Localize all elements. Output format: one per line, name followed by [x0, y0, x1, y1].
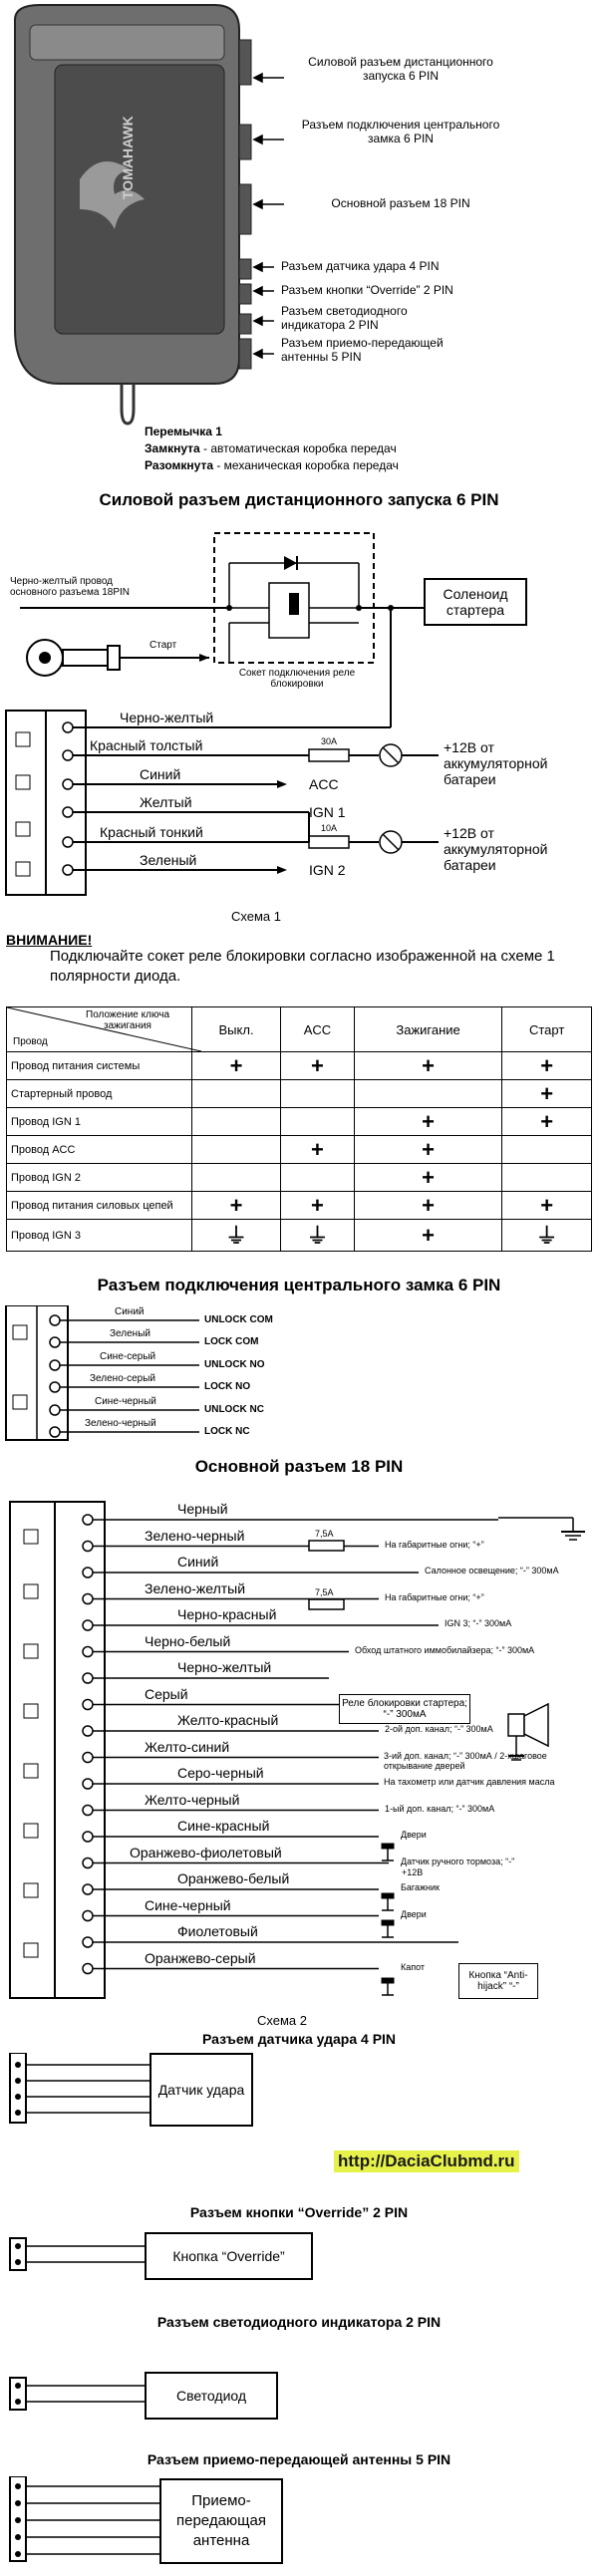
table-cell: + [354, 1136, 501, 1164]
main18-wire-desc: 1-ый доп. канал; “-” 300мА [385, 1803, 495, 1814]
pin-1 [83, 1515, 93, 1525]
label-lock-connector: Разъем подключения центрального замка 6 PIN [301, 118, 500, 145]
col-ignition: Зажигание [354, 1007, 501, 1052]
pin-6 [83, 1647, 93, 1657]
unit-brand: TOMAHAWK [120, 116, 136, 199]
table-cell [281, 1108, 355, 1136]
anti-hijack-box: Кнопка “Anti-hijack” “-” [458, 1963, 538, 1999]
table-row [7, 1108, 592, 1136]
pin-8 [83, 1700, 93, 1710]
main18-fuse-1: 7,5A [315, 1529, 334, 1539]
main18-wire-color: Желто-черный [145, 1791, 240, 1808]
main18-wire-color: Оранжево-фиолетовый [130, 1844, 282, 1860]
main18-wire-color: Зелено-желтый [145, 1579, 246, 1596]
antenna-box: Приемо-передающая антенна [159, 2478, 283, 2564]
table-row [7, 1220, 592, 1252]
table-cell [354, 1080, 501, 1108]
main18-wire-desc: Капот [401, 1961, 426, 1972]
table-corner [7, 1007, 192, 1052]
label-shock-connector: Разъем датчика удара 4 PIN [281, 259, 440, 273]
fuse-30a: 30A [321, 736, 338, 746]
main18-wire-color: Оранжево-белый [177, 1870, 290, 1886]
label-override-connector: Разъем кнопки “Override” 2 PIN [281, 283, 453, 297]
lock-wire-5-func: UNLOCK NC [204, 1404, 264, 1415]
battery-label-2: +12В от аккумуляторной батареи [444, 825, 548, 873]
pin-4 [83, 1594, 93, 1604]
lock-wire-1-func: UNLOCK COM [204, 1314, 273, 1325]
table-cell: ⏚ [192, 1220, 281, 1252]
scheme1-wire-3: Синий [140, 766, 181, 782]
relay-box: Реле блокировки стартера; “-” 300мА [339, 1694, 470, 1724]
override-title: Разъем кнопки “Override” 2 PIN [189, 2204, 409, 2220]
scheme1-start-label: Старт [150, 640, 177, 651]
scheme1-ign2: IGN 2 [309, 862, 346, 878]
scheme1-wire-4: Желтый [140, 794, 192, 810]
led-box: Светодиод [145, 2372, 278, 2420]
jumper-open-text: - механическая коробка передач [213, 458, 399, 472]
main18-wire-color: Черно-белый [145, 1632, 231, 1649]
table-cell: + [281, 1136, 355, 1164]
lock-wire-3-func: UNLOCK NO [204, 1359, 265, 1370]
led-connector-drawing [0, 2370, 598, 2420]
col-start: Старт [502, 1007, 592, 1052]
pin-9 [83, 1726, 93, 1736]
main18-wire-color: Черно-желтый [177, 1659, 272, 1675]
col-acc: ACC [281, 1007, 355, 1052]
pin-14 [83, 1859, 93, 1868]
label-antenna-connector: Разъем приемо-передающей антенны 5 PIN [281, 336, 444, 364]
table-row [7, 1080, 592, 1108]
led-title: Разъем светодиодного индикатора 2 PIN [156, 2314, 442, 2330]
table-cell [502, 1136, 592, 1164]
shock-connector-drawing [0, 2053, 598, 2133]
scheme1-ign1: IGN 1 [309, 804, 346, 820]
pin-2 [83, 1542, 93, 1552]
scheme1-acc: ACC [309, 776, 339, 792]
warning-title: ВНИМАНИЕ! [6, 932, 93, 948]
pin-17 [83, 1937, 93, 1947]
main18-wire-desc: Багажник [401, 1882, 440, 1892]
main18-wire-color: Черно-красный [177, 1606, 277, 1622]
lock-wire-3-color: Сине-серый [100, 1351, 156, 1362]
warning-text: Подключайте сокет реле блокировки согласно изображенной на схеме 1 полярности диода. [50, 948, 555, 985]
main18-wire-color: Сине-черный [145, 1896, 231, 1913]
main18-wire-desc: Обход штатного иммобилайзера; “-” 300мА [355, 1644, 535, 1655]
pin-5 [83, 1620, 93, 1630]
row-name: Стартерный провод [7, 1080, 192, 1108]
main18-wire-color: Фиолетовый [177, 1923, 258, 1939]
pin-12 [83, 1806, 93, 1816]
shock-sensor-box: Датчик удара [150, 2053, 253, 2127]
main18-wire-desc: Двери [401, 1830, 427, 1840]
fuse-10a: 10A [321, 823, 338, 833]
table-row [7, 1192, 592, 1220]
row-name: Провод питания системы [7, 1052, 192, 1080]
pin-10 [83, 1753, 93, 1763]
table-row [7, 1052, 592, 1080]
main18-wire-color: Черный [177, 1501, 228, 1517]
main18-wire-color: Оранжево-серый [145, 1949, 256, 1966]
row-name: Провод питания силовых цепей [7, 1192, 192, 1220]
scheme2-caption: Схема 2 [257, 2013, 307, 2028]
pin-13 [83, 1832, 93, 1842]
main18-wire-desc: На тахометр или датчик давления масла [384, 1777, 555, 1787]
jumper-closed-label: Замкнута [145, 441, 200, 455]
pin-3 [83, 1568, 93, 1577]
label-power-connector: Силовой разъем дистанционного запуска 6 PIN [308, 55, 493, 83]
lock-wire-5-color: Сине-черный [95, 1396, 156, 1407]
pin-18 [83, 1964, 93, 1974]
jumper-legend [145, 424, 399, 474]
jumper-closed-text: - автоматическая коробка передач [199, 441, 397, 455]
table-cell: + [192, 1052, 281, 1080]
main18-wire-desc: На габаритные огни; “+” [385, 1591, 484, 1602]
main18-wire-desc: 3-ий доп. канал; “-” 300мА / 2-хшаговое открывание дверей [384, 1750, 547, 1771]
main18-wire-desc: 2-ой доп. канал; “-” 300мА [385, 1724, 493, 1734]
table-cell: + [354, 1108, 501, 1136]
lock-wire-2-func: LOCK COM [204, 1336, 259, 1347]
row-name: Провод IGN 1 [7, 1108, 192, 1136]
battery-label-1: +12В от аккумуляторной батареи [444, 739, 548, 787]
scheme1-ign-wire-label: Черно-желтый провод основного разъема 18PIN [10, 576, 131, 598]
main18-wire-desc: Двери [401, 1908, 427, 1919]
table-cell: + [502, 1192, 592, 1220]
jumper-title: Перемычка 1 [145, 425, 222, 438]
main18-wire-desc: Датчик ручного тормоза; “-” [401, 1856, 515, 1866]
table-cell: + [502, 1108, 592, 1136]
table-cell: ⏚ [281, 1220, 355, 1252]
solenoid-box: Соленоид стартера [424, 578, 527, 626]
lock-wire-4-func: LOCK NO [204, 1381, 251, 1392]
main18-wire-color: Зелено-черный [145, 1527, 245, 1544]
pin-7 [83, 1673, 93, 1683]
row-name: Провод IGN 2 [7, 1164, 192, 1192]
table-cell: + [502, 1080, 592, 1108]
pin-11 [83, 1779, 93, 1789]
main18-wire-desc: Салонное освещение; “-” 300мА [425, 1566, 559, 1575]
antenna-connector-drawing [0, 2476, 598, 2576]
lock-wire-2-color: Зеленый [110, 1328, 150, 1339]
pin-16 [83, 1911, 93, 1921]
lock-wire-1-color: Синий [115, 1306, 145, 1317]
label-led-connector: Разъем светодиодного индикатора 2 PIN [281, 304, 408, 332]
jumper-open-label: Разомкнута [145, 458, 214, 472]
table-cell: + [354, 1164, 501, 1192]
main18-wire-color: Синий [177, 1554, 219, 1570]
main18-fuse-2: 7,5A [315, 1587, 334, 1597]
table-cell [502, 1164, 592, 1192]
table-cell: ⏚ [502, 1220, 592, 1252]
table-cell [281, 1080, 355, 1108]
label-main-connector: Основной разъем 18 PIN [331, 196, 470, 210]
table-cell [192, 1164, 281, 1192]
lock-connector-drawing [0, 1305, 598, 1465]
main18-wire-color: Сине-красный [177, 1818, 270, 1834]
lock-title: Разъем подключения центрального замка 6 PIN [97, 1276, 501, 1294]
lock-wire-4-color: Зелено-серый [90, 1373, 155, 1384]
table-row [7, 1164, 592, 1192]
watermark-link[interactable]: http://DaciaClubmd.ru [334, 2150, 519, 2172]
main18-wire-color: Желто-синий [145, 1738, 230, 1755]
main18-wire-color: Желто-красный [177, 1712, 279, 1728]
row-name: Провод ACC [7, 1136, 192, 1164]
table-cell: + [354, 1192, 501, 1220]
shock-title: Разъем датчика удара 4 PIN [201, 2031, 397, 2047]
table-cell [192, 1136, 281, 1164]
table-cell: + [354, 1220, 501, 1252]
table-cell: + [354, 1052, 501, 1080]
ignition-key-table [6, 1006, 592, 1252]
table-cell: + [281, 1192, 355, 1220]
table-corner-bottom: Провод [13, 1036, 48, 1047]
main18-wire-desc: IGN 3; “-” 300мА [445, 1618, 512, 1628]
main18-title: Основной разъем 18 PIN [194, 1457, 404, 1476]
table-cell [281, 1164, 355, 1192]
main18-wire-desc: На габаритные огни; “+” [385, 1539, 484, 1550]
table-cell: + [281, 1052, 355, 1080]
scheme1-wire-6: Зеленый [140, 852, 197, 868]
table-cell [192, 1108, 281, 1136]
antenna-title: Разъем приемо-передающей антенны 5 PIN [147, 2451, 451, 2467]
lock-wire-6-func: LOCK NC [204, 1426, 250, 1437]
table-row [7, 1136, 592, 1164]
main18-plus12: +12В [402, 1867, 424, 1877]
lock-wire-6-color: Зелено-черный [85, 1418, 156, 1429]
row-name: Провод IGN 3 [7, 1220, 192, 1252]
table-cell: + [502, 1052, 592, 1080]
table-corner-top: Положение ключа зажигания [86, 1009, 169, 1031]
table-cell [192, 1080, 281, 1108]
scheme1-wire-5: Красный тонкий [100, 824, 203, 840]
pin-15 [83, 1884, 93, 1894]
col-off: Выкл. [192, 1007, 281, 1052]
scheme1-relay-label: Сокет подключения реле блокировки [238, 668, 356, 690]
scheme1-caption: Схема 1 [231, 909, 281, 924]
scheme1-wire-1: Черно-желтый [120, 710, 214, 725]
scheme1-title: Силовой разъем дистанционного запуска 6 PIN [99, 490, 499, 509]
main18-wire-color: Серый [145, 1685, 188, 1702]
scheme1-wire-2: Красный толстый [90, 737, 203, 753]
override-button-box: Кнопка “Override” [145, 2232, 313, 2280]
main18-wire-color: Серо-черный [177, 1765, 264, 1781]
table-cell: + [192, 1192, 281, 1220]
